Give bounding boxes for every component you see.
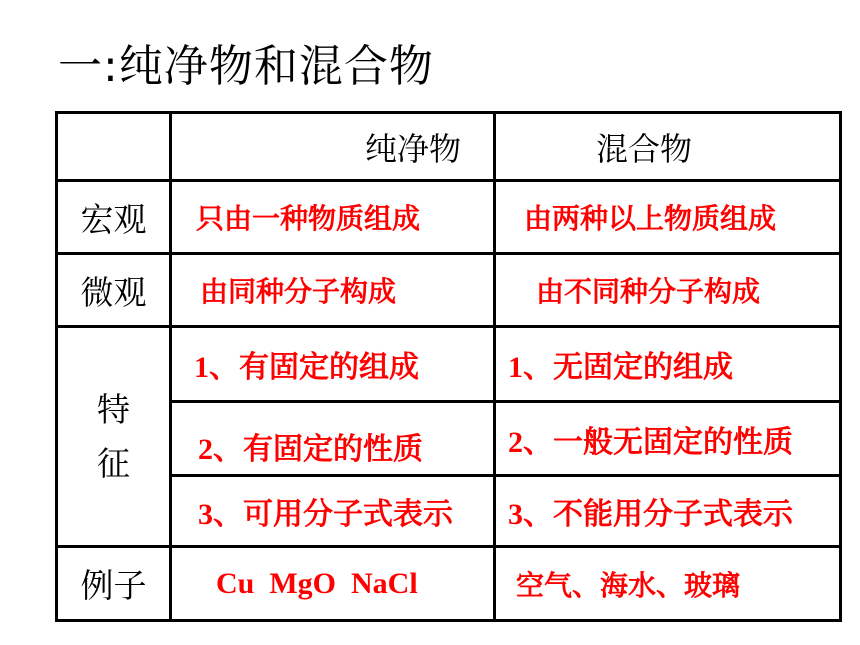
- cell-feature-3-mixture: 3、不能用分子式表示: [495, 476, 841, 547]
- cell-feature-2-pure: 2、有固定的性质: [171, 402, 495, 476]
- cell-micro-mixture: 由不同种分子构成: [495, 254, 841, 327]
- cell-feature-1-pure: 1、有固定的组成: [171, 327, 495, 402]
- row-label-micro: 微观: [57, 254, 171, 327]
- cell-example-mixture: 空气、海水、玻璃: [495, 547, 841, 621]
- table-row: [57, 181, 841, 254]
- cell-example-pure: Cu MgO NaCl: [171, 547, 495, 621]
- row-label-example: 例子: [57, 547, 171, 621]
- header-pure-substance: 纯净物: [171, 113, 495, 181]
- cell-feature-2-mixture: 2、一般无固定的性质: [495, 402, 841, 476]
- table-row: [57, 254, 841, 327]
- table-row: [57, 327, 841, 402]
- row-label-macro: 宏观: [57, 181, 171, 254]
- row-label-features: [57, 327, 171, 547]
- cell-feature-1-mixture: 1、无固定的组成: [495, 327, 841, 402]
- table-row: [57, 547, 841, 621]
- table-row: [57, 402, 841, 476]
- cell-macro-mixture: 由两种以上物质组成: [495, 181, 841, 254]
- cell-feature-3-pure: 3、可用分子式表示: [171, 476, 495, 547]
- table-header-row: [57, 113, 841, 181]
- page-title: 一:纯净物和混合物: [58, 41, 434, 92]
- cell-micro-pure: 由同种分子构成: [171, 254, 495, 327]
- header-empty-cell: [57, 113, 171, 181]
- comparison-table: [55, 111, 842, 622]
- features-label-char-2: 征: [97, 443, 130, 483]
- features-label-char-1: 特: [97, 389, 130, 429]
- table-row: [57, 476, 841, 547]
- cell-macro-pure: 只由一种物质组成: [171, 181, 495, 254]
- header-mixture: 混合物: [495, 113, 841, 181]
